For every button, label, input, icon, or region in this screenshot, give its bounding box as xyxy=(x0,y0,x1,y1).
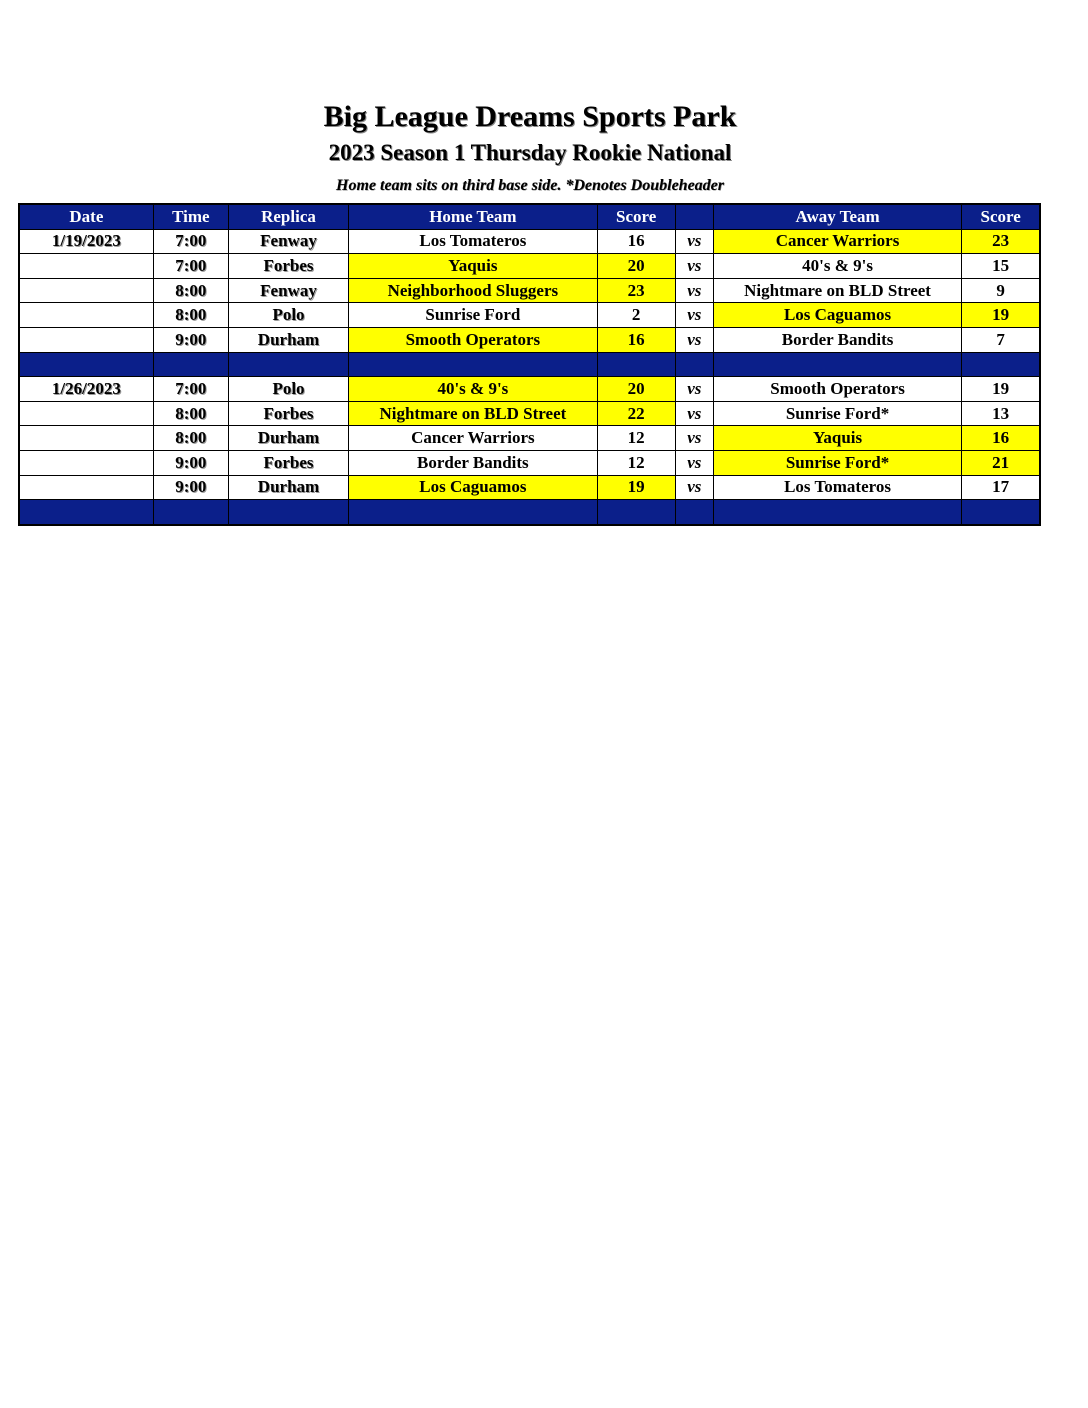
time-cell: 8:00 xyxy=(153,426,228,451)
time-cell: 7:00 xyxy=(153,377,228,402)
page-subtitle: 2023 Season 1 Thursday Rookie National xyxy=(328,140,732,165)
vs-cell: vs xyxy=(675,475,713,500)
vs-cell: vs xyxy=(675,254,713,279)
away-score-cell: 21 xyxy=(962,450,1040,475)
page-title: Big League Dreams Sports Park xyxy=(323,100,737,133)
home-team-cell: Border Bandits xyxy=(349,450,597,475)
col-header-away-score: Score xyxy=(962,204,1040,229)
away-score-cell: 13 xyxy=(962,401,1040,426)
week-separator-row xyxy=(19,352,1040,377)
home-team-cell: Smooth Operators xyxy=(349,327,597,352)
separator-cell xyxy=(19,500,153,525)
time-cell: 7:00 xyxy=(153,254,228,279)
home-score-cell: 19 xyxy=(597,475,675,500)
replica-cell: Polo xyxy=(228,377,348,402)
home-team-cell: Yaquis xyxy=(349,254,597,279)
table-row xyxy=(19,401,1040,426)
separator-cell xyxy=(962,352,1040,377)
vs-cell: vs xyxy=(675,450,713,475)
separator-cell xyxy=(153,352,228,377)
home-score-cell: 22 xyxy=(597,401,675,426)
date-cell xyxy=(19,303,153,328)
col-header-vs xyxy=(675,204,713,229)
home-team-cell: Los Tomateros xyxy=(349,229,597,254)
away-team-cell: Yaquis xyxy=(713,426,961,451)
away-score-cell: 19 xyxy=(962,303,1040,328)
separator-cell xyxy=(228,500,348,525)
replica-cell: Polo xyxy=(228,303,348,328)
date-cell xyxy=(19,450,153,475)
table-row xyxy=(19,254,1040,279)
home-team-cell: Sunrise Ford xyxy=(349,303,597,328)
away-team-cell: Nightmare on BLD Street xyxy=(713,278,961,303)
separator-cell xyxy=(349,352,597,377)
date-cell: 1/19/2023 xyxy=(19,229,153,254)
date-cell xyxy=(19,278,153,303)
separator-cell xyxy=(675,500,713,525)
table-row xyxy=(19,426,1040,451)
replica-cell: Fenway xyxy=(228,229,348,254)
col-header-replica: Replica xyxy=(228,204,348,229)
away-score-cell: 17 xyxy=(962,475,1040,500)
table-row xyxy=(19,327,1040,352)
away-score-cell: 19 xyxy=(962,377,1040,402)
separator-cell xyxy=(713,500,961,525)
time-cell: 9:00 xyxy=(153,475,228,500)
home-score-cell: 23 xyxy=(597,278,675,303)
date-cell xyxy=(19,426,153,451)
away-team-cell: Smooth Operators xyxy=(713,377,961,402)
away-team-cell: Los Caguamos xyxy=(713,303,961,328)
time-cell: 9:00 xyxy=(153,327,228,352)
home-team-cell: Nightmare on BLD Street xyxy=(349,401,597,426)
date-cell xyxy=(19,254,153,279)
home-score-cell: 12 xyxy=(597,450,675,475)
vs-cell: vs xyxy=(675,327,713,352)
away-team-cell: Border Bandits xyxy=(713,327,961,352)
date-cell: 1/26/2023 xyxy=(19,377,153,402)
table-row xyxy=(19,229,1040,254)
separator-cell xyxy=(19,352,153,377)
schedule-table xyxy=(18,203,1041,526)
date-cell xyxy=(19,475,153,500)
away-score-cell: 9 xyxy=(962,278,1040,303)
separator-cell xyxy=(713,352,961,377)
away-team-cell: Cancer Warriors xyxy=(713,229,961,254)
time-cell: 8:00 xyxy=(153,278,228,303)
home-score-cell: 20 xyxy=(597,254,675,279)
home-score-cell: 16 xyxy=(597,327,675,352)
vs-cell: vs xyxy=(675,278,713,303)
replica-cell: Fenway xyxy=(228,278,348,303)
replica-cell: Forbes xyxy=(228,450,348,475)
separator-cell xyxy=(349,500,597,525)
away-score-cell: 23 xyxy=(962,229,1040,254)
col-header-time: Time xyxy=(153,204,228,229)
col-header-date: Date xyxy=(19,204,153,229)
header-row xyxy=(19,204,1040,229)
home-team-cell: Cancer Warriors xyxy=(349,426,597,451)
col-header-home-team: Home Team xyxy=(349,204,597,229)
replica-cell: Durham xyxy=(228,327,348,352)
home-team-cell: Los Caguamos xyxy=(349,475,597,500)
away-team-cell: 40's & 9's xyxy=(713,254,961,279)
home-score-cell: 12 xyxy=(597,426,675,451)
away-team-cell: Sunrise Ford* xyxy=(713,450,961,475)
table-row xyxy=(19,303,1040,328)
time-cell: 8:00 xyxy=(153,401,228,426)
home-team-cell: 40's & 9's xyxy=(349,377,597,402)
separator-cell xyxy=(228,352,348,377)
date-cell xyxy=(19,327,153,352)
time-cell: 7:00 xyxy=(153,229,228,254)
replica-cell: Forbes xyxy=(228,401,348,426)
vs-cell: vs xyxy=(675,303,713,328)
replica-cell: Durham xyxy=(228,426,348,451)
table-row xyxy=(19,450,1040,475)
time-cell: 9:00 xyxy=(153,450,228,475)
col-header-home-score: Score xyxy=(597,204,675,229)
separator-cell xyxy=(597,352,675,377)
vs-cell: vs xyxy=(675,229,713,254)
away-score-cell: 16 xyxy=(962,426,1040,451)
separator-cell xyxy=(597,500,675,525)
home-score-cell: 2 xyxy=(597,303,675,328)
home-team-cell: Neighborhood Sluggers xyxy=(349,278,597,303)
separator-cell xyxy=(153,500,228,525)
separator-cell xyxy=(962,500,1040,525)
col-header-away-team: Away Team xyxy=(713,204,961,229)
replica-cell: Forbes xyxy=(228,254,348,279)
away-score-cell: 7 xyxy=(962,327,1040,352)
away-team-cell: Los Tomateros xyxy=(713,475,961,500)
table-row xyxy=(19,475,1040,500)
table-row xyxy=(19,278,1040,303)
replica-cell: Durham xyxy=(228,475,348,500)
vs-cell: vs xyxy=(675,426,713,451)
vs-cell: vs xyxy=(675,401,713,426)
separator-cell xyxy=(675,352,713,377)
page-note: Home team sits on third base side. *Denotes Doubleheader xyxy=(336,177,724,194)
schedule-body xyxy=(19,229,1040,525)
time-cell: 8:00 xyxy=(153,303,228,328)
away-team-cell: Sunrise Ford* xyxy=(713,401,961,426)
away-score-cell: 15 xyxy=(962,254,1040,279)
week-separator-row xyxy=(19,500,1040,525)
home-score-cell: 16 xyxy=(597,229,675,254)
date-cell xyxy=(19,401,153,426)
table-row xyxy=(19,377,1040,402)
home-score-cell: 20 xyxy=(597,377,675,402)
vs-cell: vs xyxy=(675,377,713,402)
